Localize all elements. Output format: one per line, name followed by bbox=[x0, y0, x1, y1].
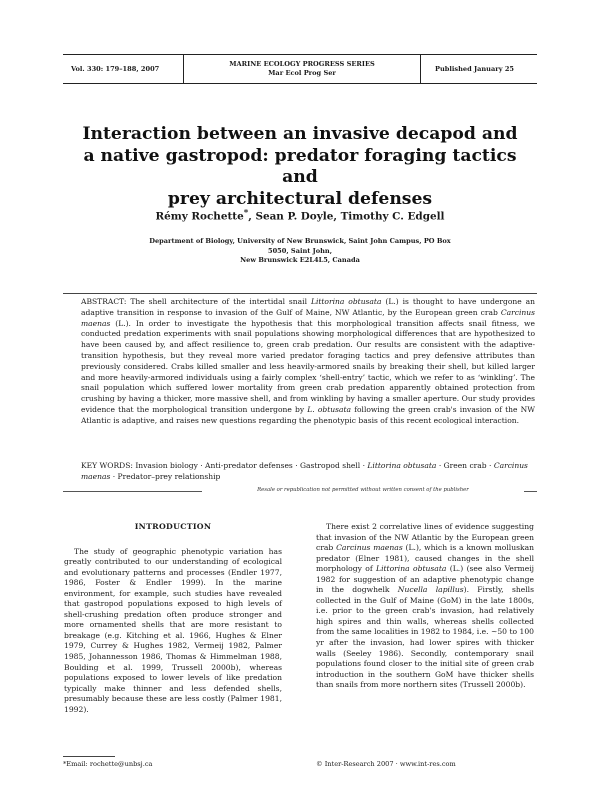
species-name: Littorina obtusata bbox=[376, 564, 447, 574]
abstract-top-rule bbox=[63, 293, 537, 294]
abstract-label: ABSTRACT: bbox=[81, 297, 127, 306]
abstract-text: following the green crab's invasion of the NW Atlantic is adaptive, and raises new questions regarding the phenotypic basis of this recent ecological interaction. bbox=[81, 404, 536, 425]
title-line: a native gastropod: predator foraging tactics and bbox=[83, 145, 517, 187]
author-list bbox=[63, 208, 537, 222]
article-title bbox=[63, 124, 537, 210]
publication-date: Published January 25 bbox=[420, 55, 537, 83]
body-text: ). Firstly, shells collected in the Gulf of Maine (GoM) in the late 1800s, i.e. prior to the green crab's invasion, had relatively high spires and thin walls, whereas shells collected from the same localities in 1982 to 1984, i.e. ~50 to 100 yr after the invasion, had lower spires with thicker walls (Seeley 1986). Secondly, contemporary snail populations found closer to the initial site of green crab introduction in the southern GoM have thicker shells than snails from more northern sites (Trussell 2000b). bbox=[316, 585, 534, 690]
abstract-text: The shell architecture of the intertidal snail bbox=[126, 297, 311, 306]
author-name: Rémy Rochette bbox=[155, 210, 244, 223]
body-text: (L.) (see also Vermeij 1982 for suggestion of an adaptive phenotypic change in the dogwhelk bbox=[316, 564, 534, 595]
copyright-notice: © Inter-Research 2007 · www.int-res.com bbox=[316, 760, 456, 768]
affiliation-line: New Brunswick E2L4L5, Canada bbox=[240, 256, 360, 264]
journal-name bbox=[184, 55, 420, 83]
republication-notice-rule bbox=[63, 488, 537, 494]
footnote-rule bbox=[63, 756, 115, 757]
body-paragraph bbox=[316, 522, 534, 691]
keyword-text: Invasion biology · Anti-predator defenses · Gastropod shell · bbox=[132, 461, 368, 470]
title-line: prey architectural defenses bbox=[167, 188, 433, 209]
species-name: Carcinus maenas bbox=[336, 543, 403, 553]
journal-name-abbrev: Mar Ecol Prog Ser bbox=[268, 69, 336, 77]
author-email-footnote: *Email: rochette@unbsj.ca bbox=[63, 760, 153, 768]
author-names-rest: , Sean P. Doyle, Timothy C. Edgell bbox=[248, 210, 445, 223]
journal-name-full: MARINE ECOLOGY PROGRESS SERIES bbox=[229, 60, 375, 68]
abstract bbox=[81, 297, 535, 427]
section-heading-introduction: INTRODUCTION bbox=[134, 522, 212, 531]
abstract-text: (L.) is thought to have undergone an adaptive transition in response to invasion of the Gulf of Maine, NW Atlantic, by the European green crab bbox=[81, 297, 535, 317]
species-name: Nucella lapillus bbox=[397, 585, 464, 595]
keywords-label: KEY WORDS: bbox=[81, 461, 133, 470]
species-name: Littorina obtusata bbox=[310, 297, 382, 306]
keywords bbox=[81, 461, 535, 483]
column-left bbox=[64, 522, 282, 715]
keyword-text: · Predator–prey relationship bbox=[110, 471, 221, 481]
title-line: Interaction between an invasive decapod and bbox=[82, 124, 518, 144]
affiliation-line: Department of Biology, University of New Brunswick, Saint John Campus, PO Box 5050, Saint John, bbox=[149, 237, 451, 255]
affiliation bbox=[140, 237, 460, 266]
body-text: (L.), which is a known molluskan predator (Elner 1981), caused changes in the shell morphology of bbox=[316, 543, 535, 574]
journal-header bbox=[63, 54, 537, 84]
abstract-text: (L.). In order to investigate the hypothesis that this morphological transition affects snail fitness, we conducted predation experiments with snail populations showing morphological differences that are hypothesized to have been caused by, and affect resilience to, green crab predation. Our results are consistent with the adaptive-transition hypothesis, but they reveal more varied predator foraging tactics and prey defensive attributes than previously considered. Crabs killed smaller and less heavily-armored snails by breaking their shell, but killed larger and more heavily-armored individuals using a fairly complex ‘shell-entry’ tactic, which we refer to as ‘winkling’. The snail population which suffered lower mortality from green crab predation apparently obtained protection from crushing by having a thicker, more massive shell, and from winkling by having a smaller aperture. Our study provides evidence that the morphological transition undergone by bbox=[81, 318, 535, 414]
column-right bbox=[316, 522, 534, 691]
republication-notice: Resale or republication not permitted without written consent of the publisher bbox=[202, 487, 524, 493]
keyword-species: Littorina obtusata bbox=[367, 461, 437, 470]
keyword-text: · Green crab · bbox=[436, 461, 494, 470]
species-name: Carcinus maenas bbox=[81, 307, 535, 328]
body-paragraph: The study of geographic phenotypic variation has greatly contributed to our understanding of ecological and evolutionary patterns and processes (Endler 1977, 1986, Foster & Endler 1999). In the marine environment, for example, such studies have revealed that gastropod populations exposed to high levels of shell-crushing predation often produce stronger and more ornamented shells that are more resistant to breakage (e.g. Kitching et al. 1966, Hughes & Elner 1979, Currey & Hughes 1982, Vermeij 1982, Palmer 1985, Johannesson 1986, Thomas & Himmelman 1988, Boulding et al. 1999, Trussell 2000b), whereas populations exposed to lower levels of like predation typically make thinner and less defended shells, presumably because these are less costly (Palmer 1981, 1992). bbox=[64, 546, 282, 714]
body-text: There exist 2 correlative lines of evidence suggesting that invasion of the NW Atlantic by the European green crab bbox=[316, 522, 534, 553]
corresponding-author-mark: * bbox=[243, 208, 249, 218]
keyword-species: Carcinus maenas bbox=[81, 461, 528, 481]
species-name: L. obtusata bbox=[307, 404, 352, 414]
volume-info: Vol. 330: 179–188, 2007 bbox=[63, 55, 184, 83]
